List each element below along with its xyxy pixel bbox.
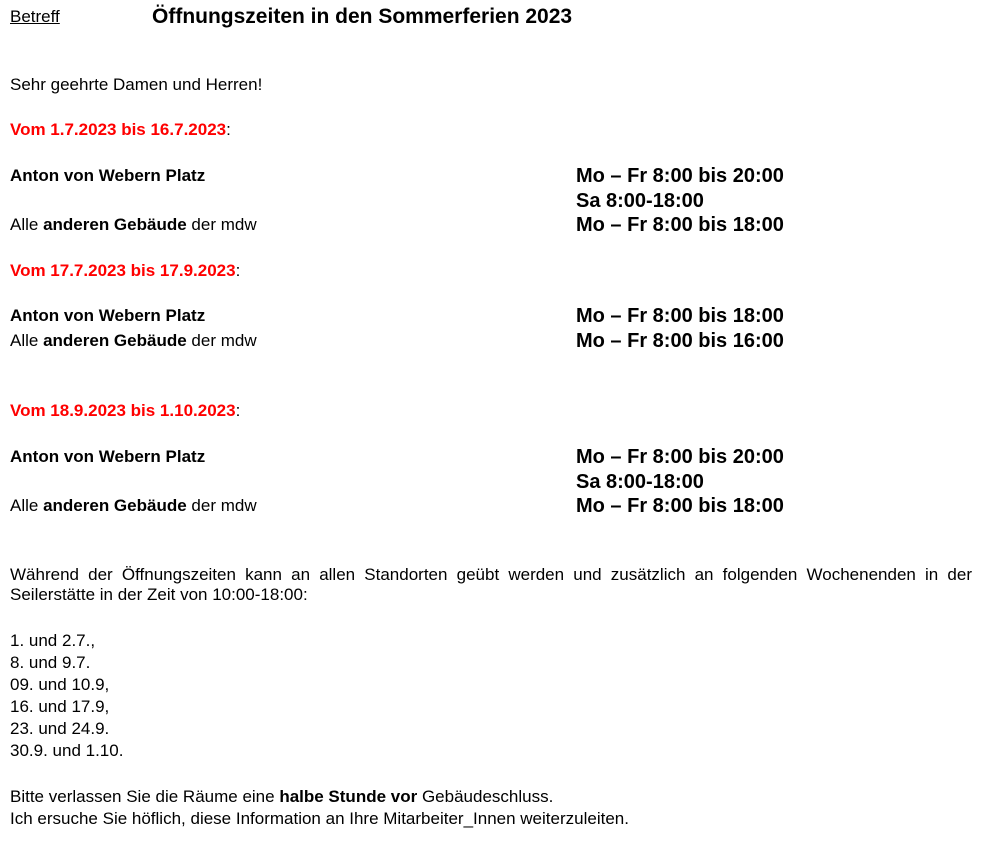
list-item: 1. und 2.7., [10, 631, 96, 650]
hours-other: Mo – Fr 8:00 bis 18:00 [576, 214, 784, 236]
location-main: Anton von Webern Platz [10, 166, 206, 185]
hours-other: Mo – Fr 8:00 bis 16:00 [576, 330, 784, 352]
hours-main-saturday: Sa 8:00-18:00 [576, 471, 704, 493]
greeting: Sehr geehrte Damen und Herren! [10, 75, 263, 94]
period-heading-2: Vom 17.7.2023 bis 17.9.2023: [10, 261, 241, 280]
list-item: 8. und 9.7. [10, 653, 91, 672]
hours-main-weekdays: Mo – Fr 8:00 bis 20:00 [576, 165, 784, 187]
list-item: 09. und 10.9, [10, 675, 110, 694]
hours-main-saturday: Sa 8:00-18:00 [576, 190, 704, 212]
period-range: Vom 17.7.2023 bis 17.9.2023 [10, 261, 236, 280]
hours-other: Mo – Fr 8:00 bis 18:00 [576, 495, 784, 517]
practice-paragraph: Während der Öffnungszeiten kann an allen Standorten geübt werden und zusätzlich an folgenden Wochenenden in der Seilerstätte in der Zeit von 10:00-18:00: [10, 565, 972, 605]
hours-main-weekdays: Mo – Fr 8:00 bis 18:00 [576, 305, 784, 327]
period-heading-1: Vom 1.7.2023 bis 16.7.2023: [10, 120, 231, 139]
list-item: 16. und 17.9, [10, 697, 110, 716]
closing-line-2: Ich ersuche Sie höflich, diese Information an Ihre Mitarbeiter_Innen weiterzuleiten. [10, 809, 629, 828]
period-heading-3: Vom 18.9.2023 bis 1.10.2023: [10, 401, 241, 420]
closing-text [10, 786, 629, 830]
location-other: Alle anderen Gebäude der mdw [10, 331, 257, 350]
hours-main-weekdays: Mo – Fr 8:00 bis 20:00 [576, 446, 784, 468]
location-main: Anton von Webern Platz [10, 447, 206, 466]
list-item: 30.9. und 1.10. [10, 741, 124, 760]
location-main: Anton von Webern Platz [10, 306, 206, 325]
period-range: Vom 18.9.2023 bis 1.10.2023 [10, 401, 236, 420]
location-other: Alle anderen Gebäude der mdw [10, 215, 257, 234]
closing-line-1: Bitte verlassen Sie die Räume eine halbe Stunde vor Gebäudeschluss. [10, 787, 554, 806]
location-other: Alle anderen Gebäude der mdw [10, 496, 257, 515]
page-title: Öffnungszeiten in den Sommerferien 2023 [152, 5, 573, 28]
period-range: Vom 1.7.2023 bis 16.7.2023 [10, 120, 227, 139]
subject-label: Betreff [10, 7, 60, 26]
weekend-date-list [10, 630, 123, 762]
list-item: 23. und 24.9. [10, 719, 110, 738]
